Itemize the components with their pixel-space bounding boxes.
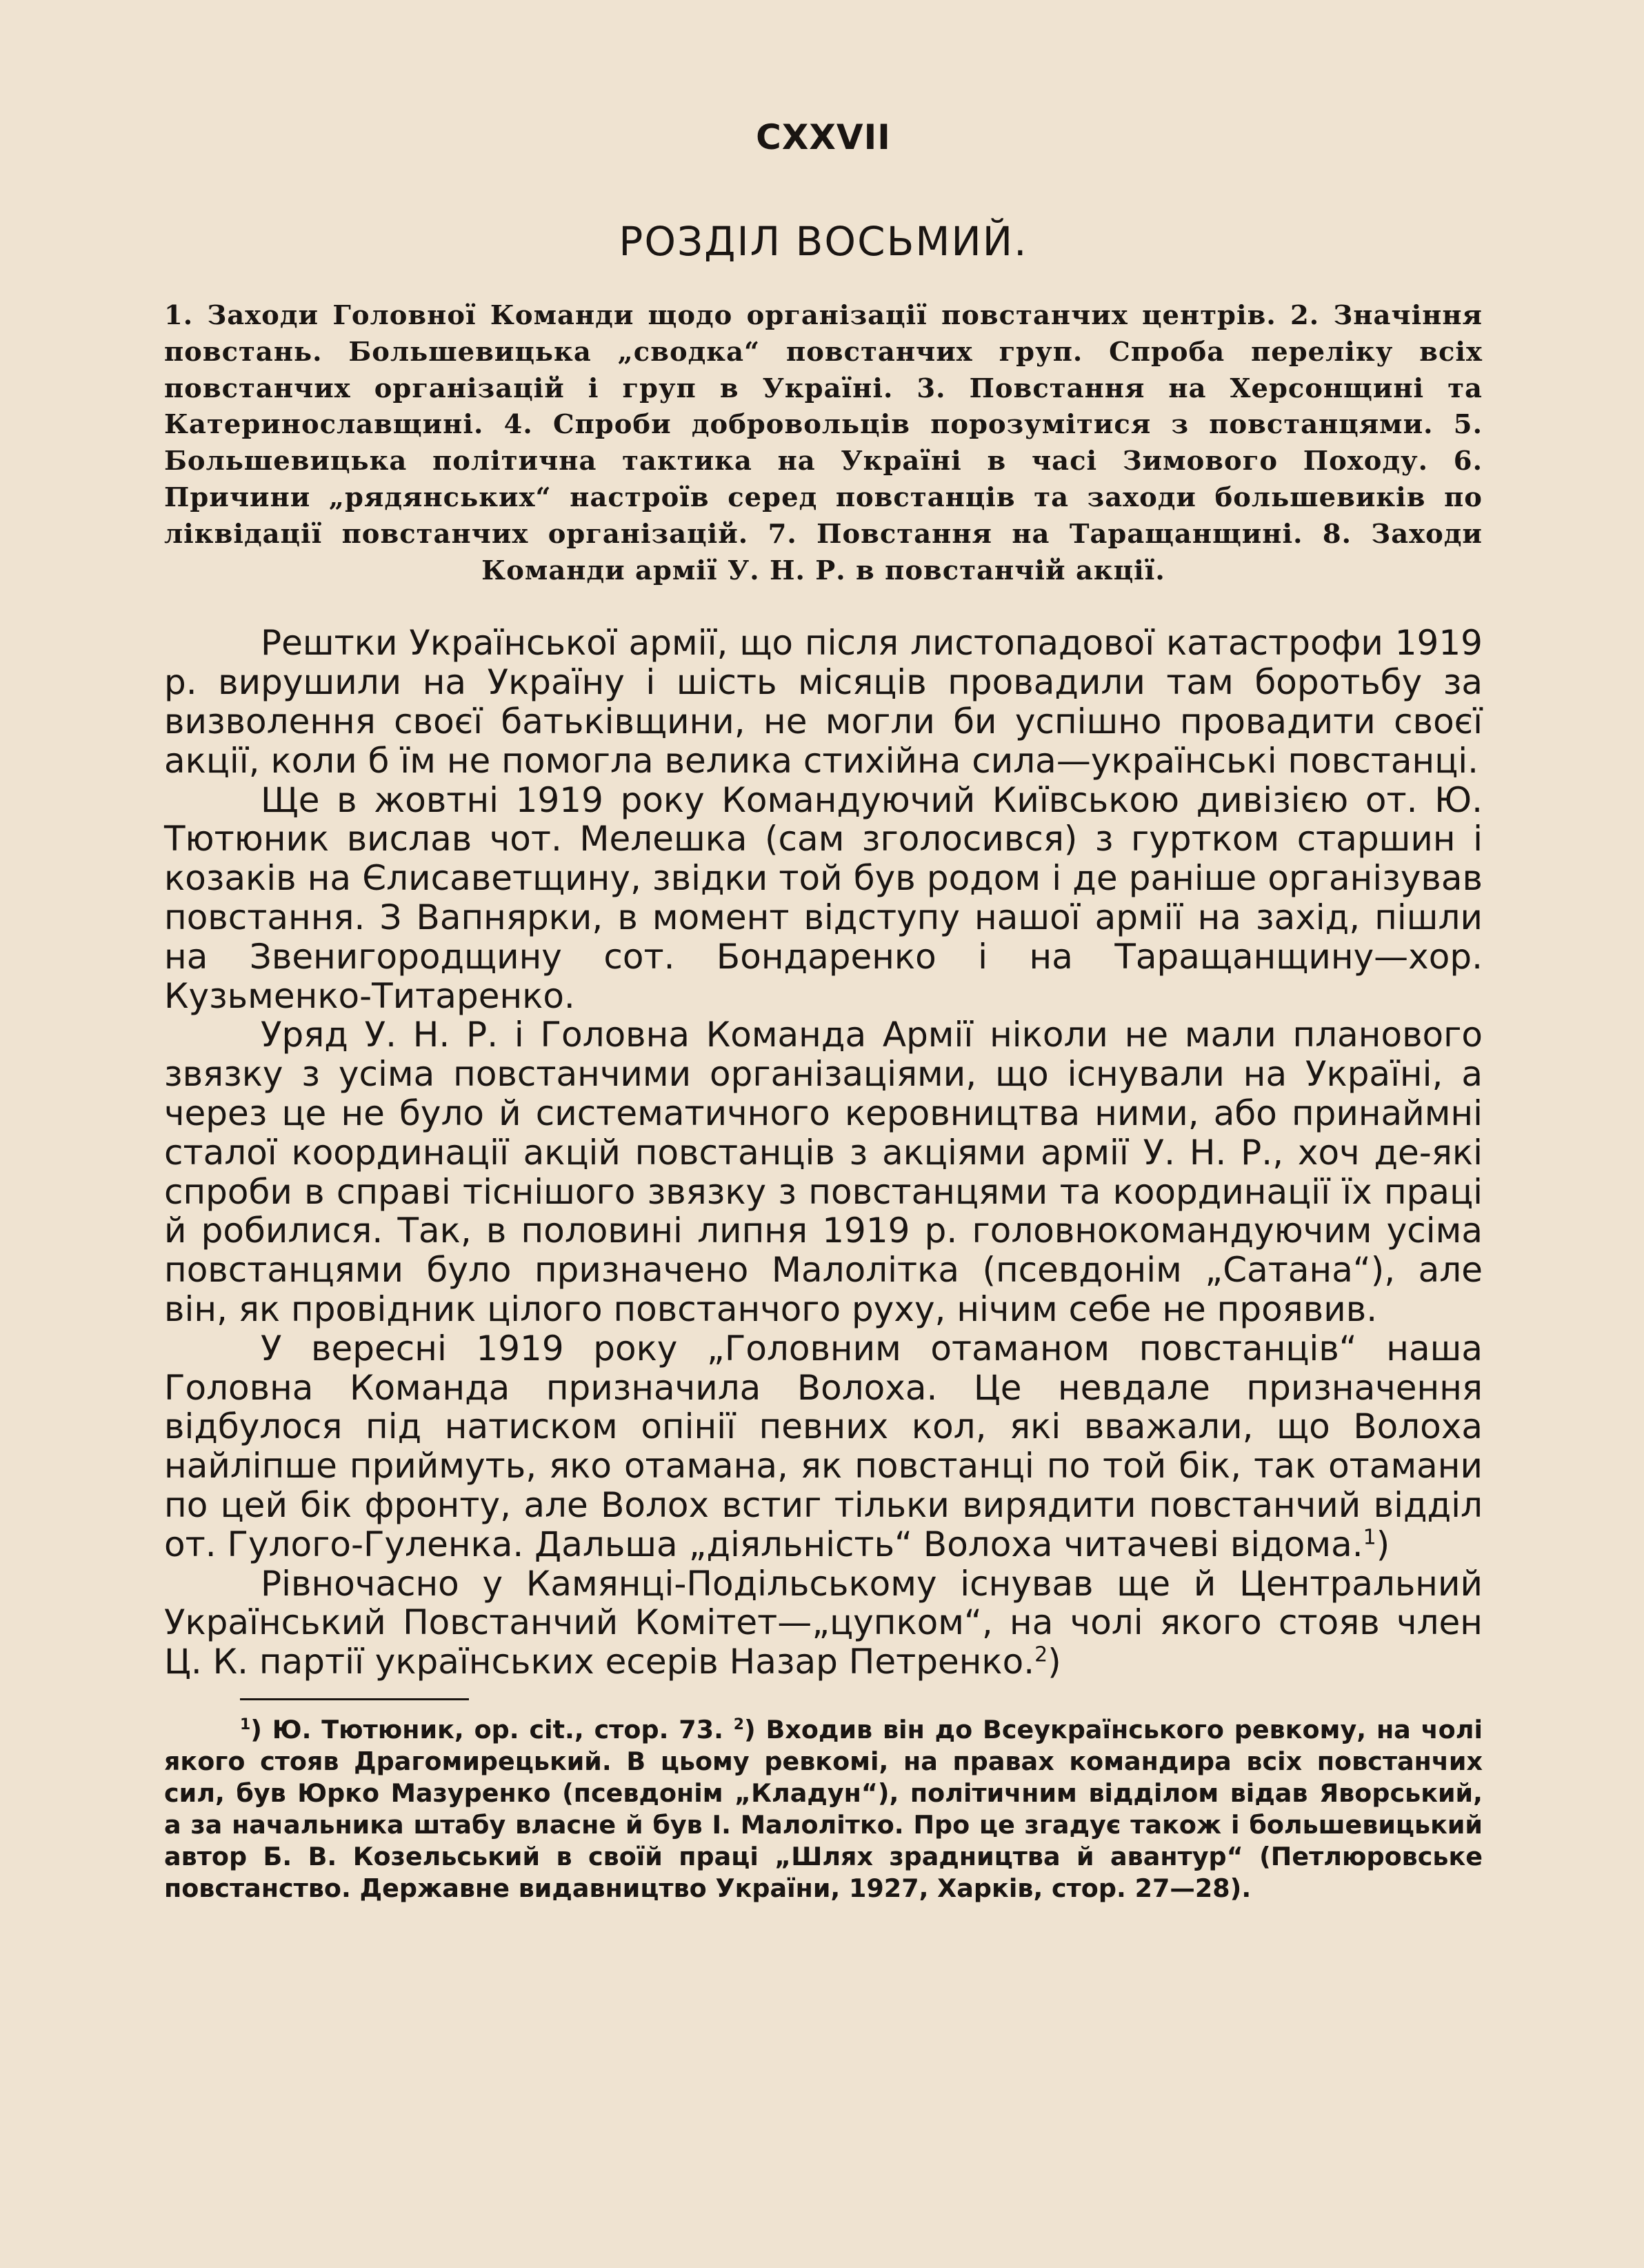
paragraph: Рештки Української армії, що після листопадової катастрофи 1919 р. вирушили на Україну і шість місяців провадили там боротьбу за визволення своєї батьківщини, не могли би успішно провадити своєї акції, коли б їм не помогла велика стихійна сила—українські повстанці. xyxy=(164,623,1483,781)
paragraph-text: У вересні 1919 року „Головним отаманом повстанців“ наша Головна Команда призначила Волоха. Це невдале призначення відбулося під натиском опінії певних кол, які вважали, що Волоха найліпше приймуть, яко отамана, як повстанці по той бік, так отамани по цей бік фронту, але Волох встиг тільки вирядити повстанчий відділ от. Гулого-Гуленка. Дальша „діяльність“ Волоха читачеві відома. xyxy=(164,1328,1483,1564)
footnote-mark-2: 2 xyxy=(733,1715,745,1733)
page-number: CXXVII xyxy=(756,117,891,157)
footnote-ref-1: 1 xyxy=(1363,1525,1376,1550)
document-page xyxy=(164,103,1483,1904)
paragraph: Уряд У. Н. Р. і Головна Команда Армії ніколи не мали планового звязку з усіма повстанчими організаціями, що існували на Україні, а через це не було й систематичного керовництва ними, або принаймні сталої координації акцій повстанців з акціями армії У. Н. Р., хоч де-які спроби в справі тіснішого звязку з повстанцями та координації їх праці й робилися. Так, в половині липня 1919 р. головнокомандуючим усіма повстанцями було призначено Малолітка (псевдонім „Сатана“), але він, як провідник цілого повстанчого руху, нічим себе не проявив. xyxy=(164,1015,1483,1329)
footnote-1: Ю. Тютюник, op. cit., стор. 73. xyxy=(272,1714,723,1744)
body-text xyxy=(164,624,1483,1682)
paragraph-text: Рівночасно у Камянці-Подільському існував ще й Центральний Український Повстанчий Комітет—„цупком“, на чолі якого стояв член Ц. К. партії українських есерів Назар Петренко. xyxy=(164,1563,1483,1682)
paragraph-with-footnote: У вересні 1919 року „Головним отаманом повстанців“ наша Головна Команда призначила Волоха. Це невдале призначення відбулося під натиском опінії певних кол, які вважали, що Волоха найліпше приймуть, яко отамана, як повстанці по той бік, так отамани по цей бік фронту, але Волох встиг тільки вирядити повстанчий відділ от. Гулого-Гуленка. Дальша „діяльність“ Волоха читачеві відома.$^1$) xyxy=(164,1328,1483,1564)
chapter-title: РОЗДІЛ ВОСЬМИЙ. xyxy=(619,218,1028,265)
paragraph-with-footnote: Рівночасно у Камянці-Подільському існував ще й Центральний Український Повстанчий Комітет—„цупком“, на чолі якого стояв член Ц. К. партії українських есерів Назар Петренко.$^2$) xyxy=(164,1563,1483,1682)
footnote-ref-2: 2 xyxy=(1034,1642,1048,1667)
footnote-2: Входив він до Всеукраїнського ревкому, на чолі якого стояв Драгомирецький. В цьому ревкомі, на правах командира всіх повстанчих сил, був Юрко Мазуренко (псевдонім „Кладун“), політичним відділом відав Яворський, а за начальника штабу власне й був І. Малолітко. Про це згадує також і большевицький автор Б. В. Козельський в своїй праці „Шлях зрадництва й авантур“ (Петлюровське повстанство. Державне видавництво України, 1927, Харків, стор. 27—28). xyxy=(164,1714,1483,1903)
footnote-mark-1: 1 xyxy=(240,1715,251,1733)
paragraph: Ще в жовтні 1919 року Командуючий Київською дивізією от. Ю. Тютюник вислав чот. Мелешка (сам зголосився) з гуртком старшин і козаків на Єлисаветщину, звідки той був родом і де раніше організував повстання. З Вапнярки, в момент відступу нашої армії на захід, пішли на Звенигородщину сот. Бондаренко і на Таращанщину—хор. Кузьменко-Титаренко. xyxy=(164,779,1483,1016)
footnote-separator xyxy=(240,1698,469,1700)
footnotes: $^1$) Ю. Тютюник, op. cit., стор. 73. $^2$) Входив він до Всеукраїнського ревкому, на чолі якого стояв Драгомирецький. В цьому ревкомі, на правах командира всіх повстанчих сил, був Юрко Мазуренко (псевдонім „Кладун“), політичним відділом відав Яворський, а за начальника штабу власне й був І. Малолітко. Про це згадує також і большевицький автор Б. В. Козельський в своїй праці „Шлях зрадництва й авантур“ (Петлюровське повстанство. Державне видавництво України, 1927, Харків, стор. 27—28). xyxy=(164,1714,1483,1903)
chapter-summary: 1. Заходи Головної Команди щодо організації повстанчих центрів. 2. Значіння повстань. Большевицька „сводка“ повстанчих груп. Спроба переліку всіх повстанчих організацій і груп в Україні. 3. Повстання на Херсонщині та Катеринославщині. 4. Спроби добровольців порозумітися з повстанцями. 5. Большевицька політична тактика на Україні в часі Зимового Походу. 6. Причини „рядянських“ настроїв серед повстанців та заходи большевиків по ліквідації повстанчих організацій. 7. Повстання на Таращанщині. 8. Заходи Команди армії У. Н. Р. в повстанчій акції. xyxy=(164,300,1483,586)
